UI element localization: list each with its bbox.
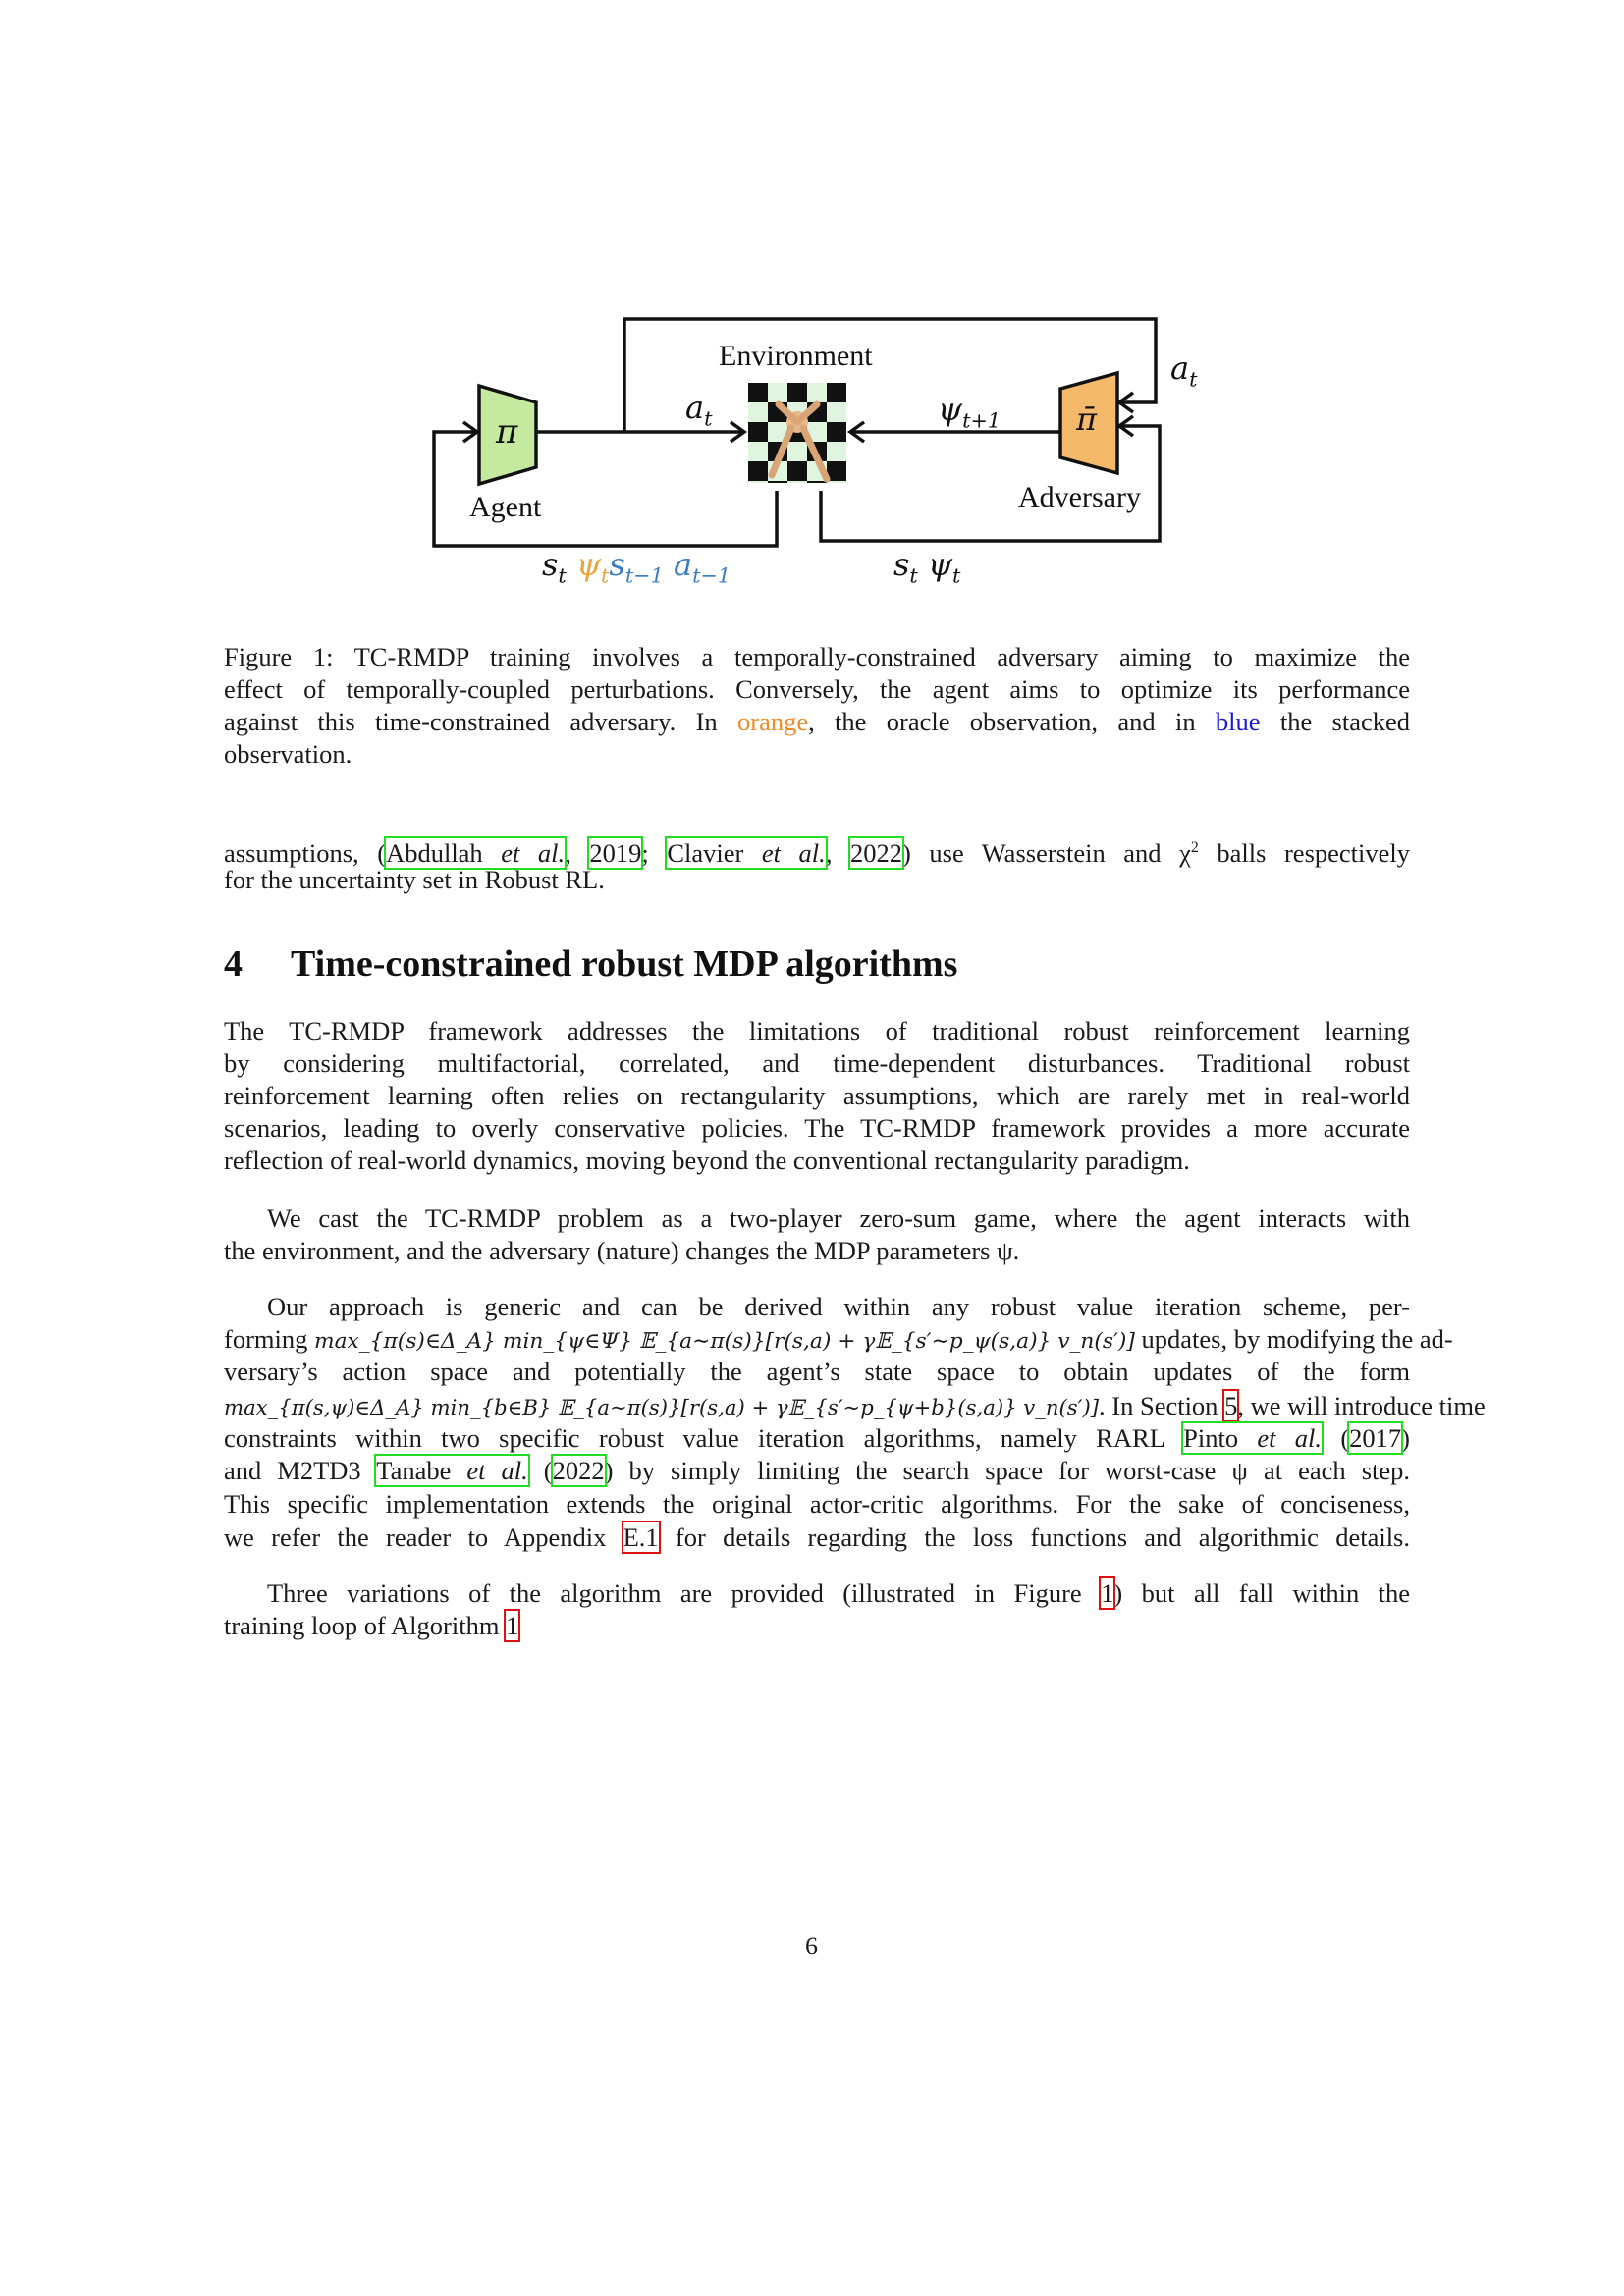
ref-section-5[interactable]: 5 <box>1224 1391 1238 1420</box>
citation-clavier-year[interactable]: 2022 <box>850 837 902 868</box>
adversary-pi-bar-symbol: π̄ <box>1076 400 1098 438</box>
text-line: we refer the reader to Appendix E.1 for details regarding the loss functions and algorithmic details. <box>224 1522 1410 1552</box>
citation-pinto[interactable]: Pinto et al. <box>1183 1423 1323 1453</box>
environment-label: Environment <box>719 340 873 372</box>
text-line: The TC-RMDP framework addresses the limitations of traditional robust reinforcement learning <box>224 1016 1410 1045</box>
agent-pi-symbol: π <box>496 412 518 452</box>
citation-clavier[interactable]: Clavier et al. <box>667 837 826 868</box>
text-line: for the uncertainty set in Robust RL. <box>224 865 605 894</box>
caption-blue-word: blue <box>1215 707 1261 736</box>
section-number: 4 <box>224 943 243 985</box>
text-line: and M2TD3 Tanabe et al. (2022) by simply limiting the search space for worst-case ψ at each step. <box>224 1456 1411 1485</box>
text-line: We cast the TC-RMDP problem as a two-player zero-sum game, where the agent interacts with <box>267 1203 1410 1233</box>
section-title: Time-constrained robust MDP algorithms <box>291 943 958 985</box>
figure-1 <box>0 0 1624 628</box>
agent-observation-label <box>542 546 731 587</box>
text-line: This specific implementation extends the original actor-critic algorithms. For the sake of conciseness, <box>224 1489 1410 1519</box>
label-psi-t-plus-1: $\psi_{t+1}$ <box>938 391 1001 433</box>
citation-abdullah[interactable]: Abdullah et al. <box>386 837 566 868</box>
text-line: the environment, and the adversary (nature) changes the MDP parameters ψ. <box>224 1236 1020 1265</box>
figure-diagram <box>0 0 1624 628</box>
text-line: forming max_{π(s)∈Δ_A} min_{ψ∈Ψ} 𝔼_{a∼π(s)}[r(s,a) + γ𝔼_{s′∼p_ψ(s,a)} v_n(s′)] updates, by modifying the ad- <box>224 1324 1453 1354</box>
citation-pinto-year[interactable]: 2017 <box>1349 1423 1402 1453</box>
math-tc-update: max_{π(s,ψ)∈Δ_A} min_{b∈B} 𝔼_{a∼π(s)}[r(s,a) + γ𝔼_{s′∼p_{ψ+b}(s,a)} v_n(s′)] <box>224 1395 1099 1419</box>
ref-algorithm-1[interactable]: 1 <box>506 1611 519 1640</box>
adversary-label: Adversary <box>1018 481 1141 513</box>
text-line: versary’s action space and potentially the agent’s state space to obtain updates of the form <box>224 1357 1410 1386</box>
environment-image <box>748 383 846 483</box>
text-line: constraints within two specific robust value iteration algorithms, namely RARL Pinto et al. (2017) <box>224 1423 1410 1453</box>
obs-psi-t-oracle: $\psi_t$ <box>575 546 610 588</box>
citation-tanabe[interactable]: Tanabe et al. <box>376 1456 528 1485</box>
section-heading <box>224 942 957 986</box>
label-a-t-agent: $a_t$ <box>685 389 713 431</box>
citation-tanabe-year[interactable]: 2022 <box>552 1456 605 1485</box>
caption-line: effect of temporally-coupled perturbations. Conversely, the agent aims to optimize its performance <box>224 674 1410 704</box>
text-line: assumptions, (Abdullah et al., 2019; Clavier et al., 2022) use Wasserstein and $\chi^2$ balls respectively <box>224 837 1411 868</box>
text-line: by considering multifactorial, correlated, and time-dependent disturbances. Traditional robust <box>224 1048 1410 1078</box>
ref-figure-1[interactable]: 1 <box>1101 1578 1114 1608</box>
caption-line: against this time-constrained adversary. In orange, the oracle observation, and in blue the stacked <box>224 707 1410 736</box>
page-number: 6 <box>805 1932 818 1960</box>
obs-s-t: $s_t$ <box>542 546 567 588</box>
text-line: reflection of real-world dynamics, moving beyond the conventional rectangularity paradigm. <box>224 1146 1190 1175</box>
citation-abdullah-year[interactable]: 2019 <box>589 837 642 868</box>
obs-s-t-minus-1-stacked: $s_{t-1}$ <box>609 546 664 588</box>
text-line: reinforcement learning often relies on rectangularity assumptions, which are rarely met in real-world <box>224 1081 1410 1110</box>
text-line: Our approach is generic and can be derived within any robust value iteration scheme, per- <box>267 1292 1410 1321</box>
obs-a-t-minus-1-stacked: $a_{t-1}$ <box>674 546 731 588</box>
ref-appendix-e1[interactable]: E.1 <box>623 1522 659 1552</box>
caption-orange-word: orange <box>737 707 809 736</box>
label-a-t-adversary: $a_t$ <box>1170 349 1198 392</box>
math-robust-update: max_{π(s)∈Δ_A} min_{ψ∈Ψ} 𝔼_{a∼π(s)}[r(s,a) + γ𝔼_{s′∼p_ψ(s,a)} v_n(s′)] <box>314 1329 1135 1354</box>
caption-line: observation. <box>224 739 352 769</box>
agent-label: Agent <box>469 491 542 523</box>
text-line: scenarios, leading to overly conservative policies. The TC-RMDP framework provides a more accurate <box>224 1113 1410 1143</box>
caption-line: Figure 1: TC-RMDP training involves a temporally-constrained adversary aiming to maximize the <box>224 642 1410 671</box>
text-line: Three variations of the algorithm are provided (illustrated in Figure 1) but all fall within the <box>267 1578 1410 1608</box>
adversary-observation-label: $s_t$ $\psi_t$ <box>893 546 961 588</box>
text-line: max_{π(s,ψ)∈Δ_A} min_{b∈B} 𝔼_{a∼π(s)}[r(s,a) + γ𝔼_{s′∼p_{ψ+b}(s,a)} v_n(s′)]. In Section 5, we will introduce time <box>224 1391 1486 1420</box>
text-line: training loop of Algorithm 1 <box>224 1611 519 1640</box>
